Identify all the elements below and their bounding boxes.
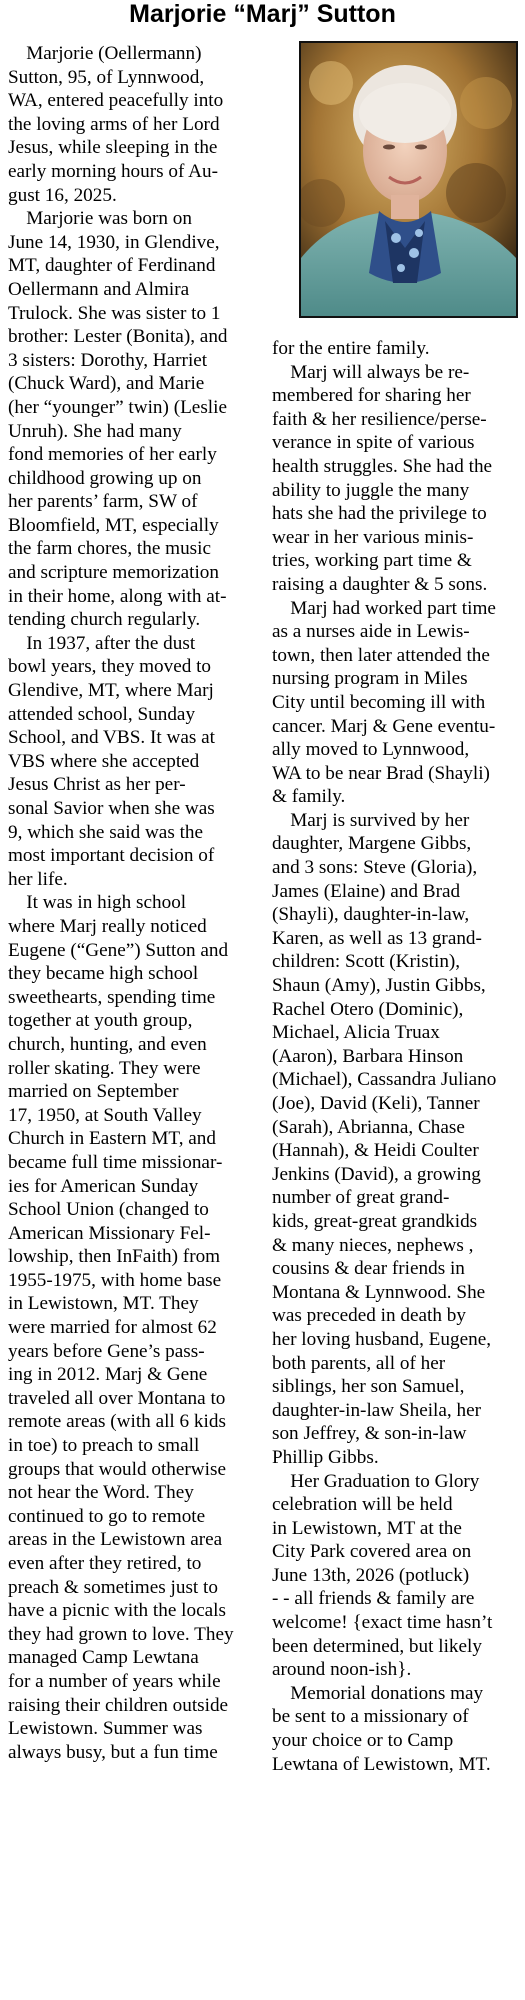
text-line: sonal Savior when she was xyxy=(8,798,215,819)
paragraph xyxy=(272,809,522,1470)
text-line: Jesus, while sleeping in the xyxy=(8,137,218,159)
text-line: ally moved to Lynnwood, xyxy=(272,739,470,761)
text-line: Michael, Alicia Truax xyxy=(272,1022,440,1044)
text-line: was preceded in death by xyxy=(272,1305,466,1327)
text-line: & many nieces, nephews , xyxy=(272,1234,474,1256)
text-line: Church in Eastern MT, and xyxy=(8,1128,216,1150)
paragraph xyxy=(272,337,522,361)
text-line: (Chuck Ward), and Marie xyxy=(8,373,205,395)
portrait-photo xyxy=(299,41,518,318)
text-line: always busy, but a fun time xyxy=(8,1741,218,1763)
text-line: they became high school xyxy=(8,963,199,985)
text-line: Glendive, MT, where Marj xyxy=(8,680,214,702)
text-line: number of great grand- xyxy=(272,1187,450,1209)
text-line: nursing program in Miles xyxy=(272,668,468,690)
text-line: were married for almost 62 xyxy=(8,1317,217,1339)
text-line: (Michael), Cassandra Juliano xyxy=(272,1069,497,1091)
text-line: It was in high school xyxy=(26,892,187,914)
text-line: 3 sisters: Dorothy, Harriet xyxy=(8,349,208,371)
text-line: (Hannah), & Heidi Coulter xyxy=(272,1140,479,1162)
text-line: raising a daughter & 5 sons. xyxy=(272,573,488,595)
text-line: the farm chores, the music xyxy=(8,538,211,560)
page-title: Marjorie “Marj” Sutton xyxy=(129,0,396,28)
text-line: 17, 1950, at South Valley xyxy=(8,1104,202,1126)
text-line: preach & sometimes just to xyxy=(8,1576,218,1598)
text-line: been determined, but likely xyxy=(272,1635,482,1657)
text-line: daughter, Margene Gibbs, xyxy=(272,833,472,855)
text-line: Karen, as well as 13 grand- xyxy=(272,927,482,949)
text-line: American Missionary Fel- xyxy=(8,1222,211,1244)
text-line: attended school, Sunday xyxy=(8,703,196,725)
text-line: cancer. Marj & Gene eventu- xyxy=(272,715,496,737)
text-line: together at youth group, xyxy=(8,1010,193,1032)
text-line: Trulock. She was sister to 1 xyxy=(8,302,221,324)
text-line: years before Gene’s pass- xyxy=(8,1340,205,1362)
text-line: Shaun (Amy), Justin Gibbs, xyxy=(272,975,486,997)
text-line: roller skating. They were xyxy=(8,1057,201,1079)
paragraph xyxy=(272,361,522,597)
text-line: as a nurses aide in Lewis- xyxy=(272,621,470,643)
text-line: ies for American Sunday xyxy=(8,1175,199,1197)
text-line: sweethearts, spending time xyxy=(8,986,216,1008)
text-line: Marj had worked part time xyxy=(290,597,496,619)
paragraph xyxy=(272,597,522,809)
text-line: hats she had the privilege to xyxy=(272,503,487,525)
text-line: and scripture memorization xyxy=(8,562,219,584)
text-line: in toe) to preach to small xyxy=(8,1435,200,1457)
text-line: Marj will always be re- xyxy=(290,361,470,383)
text-line: Oellermann and Almira xyxy=(8,278,190,300)
text-line: areas in the Lewistown area xyxy=(8,1529,223,1551)
text-line: became full time missionar- xyxy=(8,1151,223,1173)
text-line: remote areas (with all 6 kids xyxy=(8,1411,226,1433)
text-line: traveled all over Montana to xyxy=(8,1387,226,1409)
text-line: her loving husband, Eugene, xyxy=(272,1328,492,1350)
text-line: membered for sharing her xyxy=(272,385,471,407)
text-line: groups that would otherwise xyxy=(8,1458,226,1480)
text-line: they had grown to love. They xyxy=(8,1623,234,1645)
text-line: celebration will be held xyxy=(272,1494,453,1516)
text-line: Marjorie was born on xyxy=(26,208,192,230)
text-line: Eugene (“Gene”) Sutton and xyxy=(8,939,229,961)
text-line: Jenkins (David), a growing xyxy=(272,1163,481,1185)
text-line: In 1937, after the dust xyxy=(26,632,196,654)
text-line: kids, great-great grandkids xyxy=(272,1210,478,1232)
text-line: ability to juggle the many xyxy=(272,479,470,501)
paragraph xyxy=(8,42,256,207)
text-line: her life. xyxy=(8,868,68,890)
text-line: Rachel Otero (Dominic), xyxy=(272,998,464,1020)
text-line: ing in 2012. Marj & Gene xyxy=(8,1364,208,1386)
text-line: tries, working part time & xyxy=(272,550,472,572)
text-line: verance in spite of various xyxy=(272,432,475,454)
text-line: City Park covered area on xyxy=(272,1541,472,1563)
text-line: Lewtana of Lewistown, MT. xyxy=(272,1753,491,1775)
text-line: faith & her resilience/perse- xyxy=(272,408,487,430)
text-line: married on September xyxy=(8,1081,179,1103)
text-line: son Jeffrey, & son-in-law xyxy=(272,1423,467,1445)
text-line: June 13th, 2026 (potluck) xyxy=(272,1564,470,1586)
text-line: 1955-1975, with home base xyxy=(8,1269,222,1291)
text-line: raising their children outside xyxy=(8,1694,229,1716)
text-line: daughter-in-law Sheila, her xyxy=(272,1399,482,1421)
text-line: be sent to a missionary of xyxy=(272,1706,469,1728)
text-line: brother: Lester (Bonita), and xyxy=(8,326,228,348)
text-line: have a picnic with the locals xyxy=(8,1600,226,1622)
text-line: (Aaron), Barbara Hinson xyxy=(272,1045,464,1067)
text-line: the loving arms of her Lord xyxy=(8,113,220,135)
text-line: WA, entered peacefully into xyxy=(8,90,224,112)
text-line: tending church regularly. xyxy=(8,609,201,631)
text-line: wear in her various minis- xyxy=(272,526,474,548)
text-line: in Lewistown, MT. They xyxy=(8,1293,199,1315)
text-line: cousins & dear friends in xyxy=(272,1258,465,1280)
text-line: most important decision of xyxy=(8,845,215,867)
text-line: town, then later attended the xyxy=(272,644,490,666)
text-line: childhood growing up on xyxy=(8,467,202,489)
text-line: welcome! {exact time hasn’t xyxy=(272,1612,493,1634)
text-line: June 14, 1930, in Glendive, xyxy=(8,231,220,253)
text-line: her parents’ farm, SW of xyxy=(8,491,198,513)
text-line: (Joe), David (Keli), Tanner xyxy=(272,1093,480,1114)
text-line: managed Camp Lewtana xyxy=(8,1647,199,1669)
text-line: fond memories of her early xyxy=(8,444,217,466)
right-text-column xyxy=(272,337,522,1776)
text-line: (Shayli), daughter-in-law, xyxy=(272,904,470,926)
text-line: Sutton, 95, of Lynnwood, xyxy=(8,66,205,88)
text-line: 9, which she said was the xyxy=(8,821,204,843)
text-line: Phillip Gibbs. xyxy=(272,1446,379,1468)
text-line: (her “younger” twin) (Leslie xyxy=(8,396,227,418)
text-line: for a number of years while xyxy=(8,1670,221,1692)
text-line: children: Scott (Kristin), xyxy=(272,951,461,973)
text-line: School Union (changed to xyxy=(8,1199,209,1221)
paragraph xyxy=(272,1470,522,1682)
text-line: bowl years, they moved to xyxy=(8,656,212,678)
text-line: Unruh). She had many xyxy=(8,420,182,442)
text-line: School, and VBS. It was at xyxy=(8,727,215,749)
text-line: health struggles. She had the xyxy=(272,455,493,477)
text-line: and 3 sons: Steve (Gloria), xyxy=(272,857,478,879)
text-line: (Sarah), Abrianna, Chase xyxy=(272,1116,465,1138)
text-line: City until becoming ill with xyxy=(272,691,486,713)
left-text-column xyxy=(8,42,256,1764)
text-line: not hear the Word. They xyxy=(8,1482,194,1504)
text-line: Marjorie (Oellermann) xyxy=(26,43,202,64)
paragraph xyxy=(272,1682,522,1776)
text-line: for the entire family. xyxy=(272,338,430,359)
text-line: continued to go to remote xyxy=(8,1505,206,1527)
text-line: in Lewistown, MT at the xyxy=(272,1517,462,1539)
text-line: gust 16, 2025. xyxy=(8,184,117,206)
portrait-photo-image xyxy=(301,43,516,316)
text-line: James (Elaine) and Brad xyxy=(272,880,461,902)
text-line: Marj is survived by her xyxy=(290,809,470,831)
text-line: Montana & Lynnwood. She xyxy=(272,1281,486,1303)
paragraph xyxy=(8,207,256,632)
text-line: in their home, along with at- xyxy=(8,585,227,607)
text-line: where Marj really noticed xyxy=(8,915,207,937)
text-line: Memorial donations may xyxy=(290,1682,484,1704)
text-line: both parents, all of her xyxy=(272,1352,446,1374)
text-line: VBS where she accepted xyxy=(8,750,200,772)
text-line: MT, daughter of Ferdinand xyxy=(8,255,216,277)
text-line: lowship, then InFaith) from xyxy=(8,1246,221,1268)
text-line: early morning hours of Au- xyxy=(8,160,218,182)
text-line: & family. xyxy=(272,786,346,808)
paragraph xyxy=(8,632,256,892)
text-line: Lewistown. Summer was xyxy=(8,1718,203,1740)
paragraph xyxy=(8,891,256,1764)
text-line: your choice or to Camp xyxy=(272,1730,454,1752)
text-line: Bloomfield, MT, especially xyxy=(8,514,219,536)
text-line: WA to be near Brad (Shayli) xyxy=(272,762,490,784)
text-line: church, hunting, and even xyxy=(8,1033,207,1055)
text-line: Jesus Christ as her per- xyxy=(8,774,186,796)
text-line: even after they retired, to xyxy=(8,1553,202,1574)
text-line: Her Graduation to Glory xyxy=(290,1470,480,1492)
text-line: around noon-ish}. xyxy=(272,1659,412,1681)
text-line: - - all friends & family are xyxy=(272,1588,475,1610)
text-line: siblings, her son Samuel, xyxy=(272,1376,465,1398)
